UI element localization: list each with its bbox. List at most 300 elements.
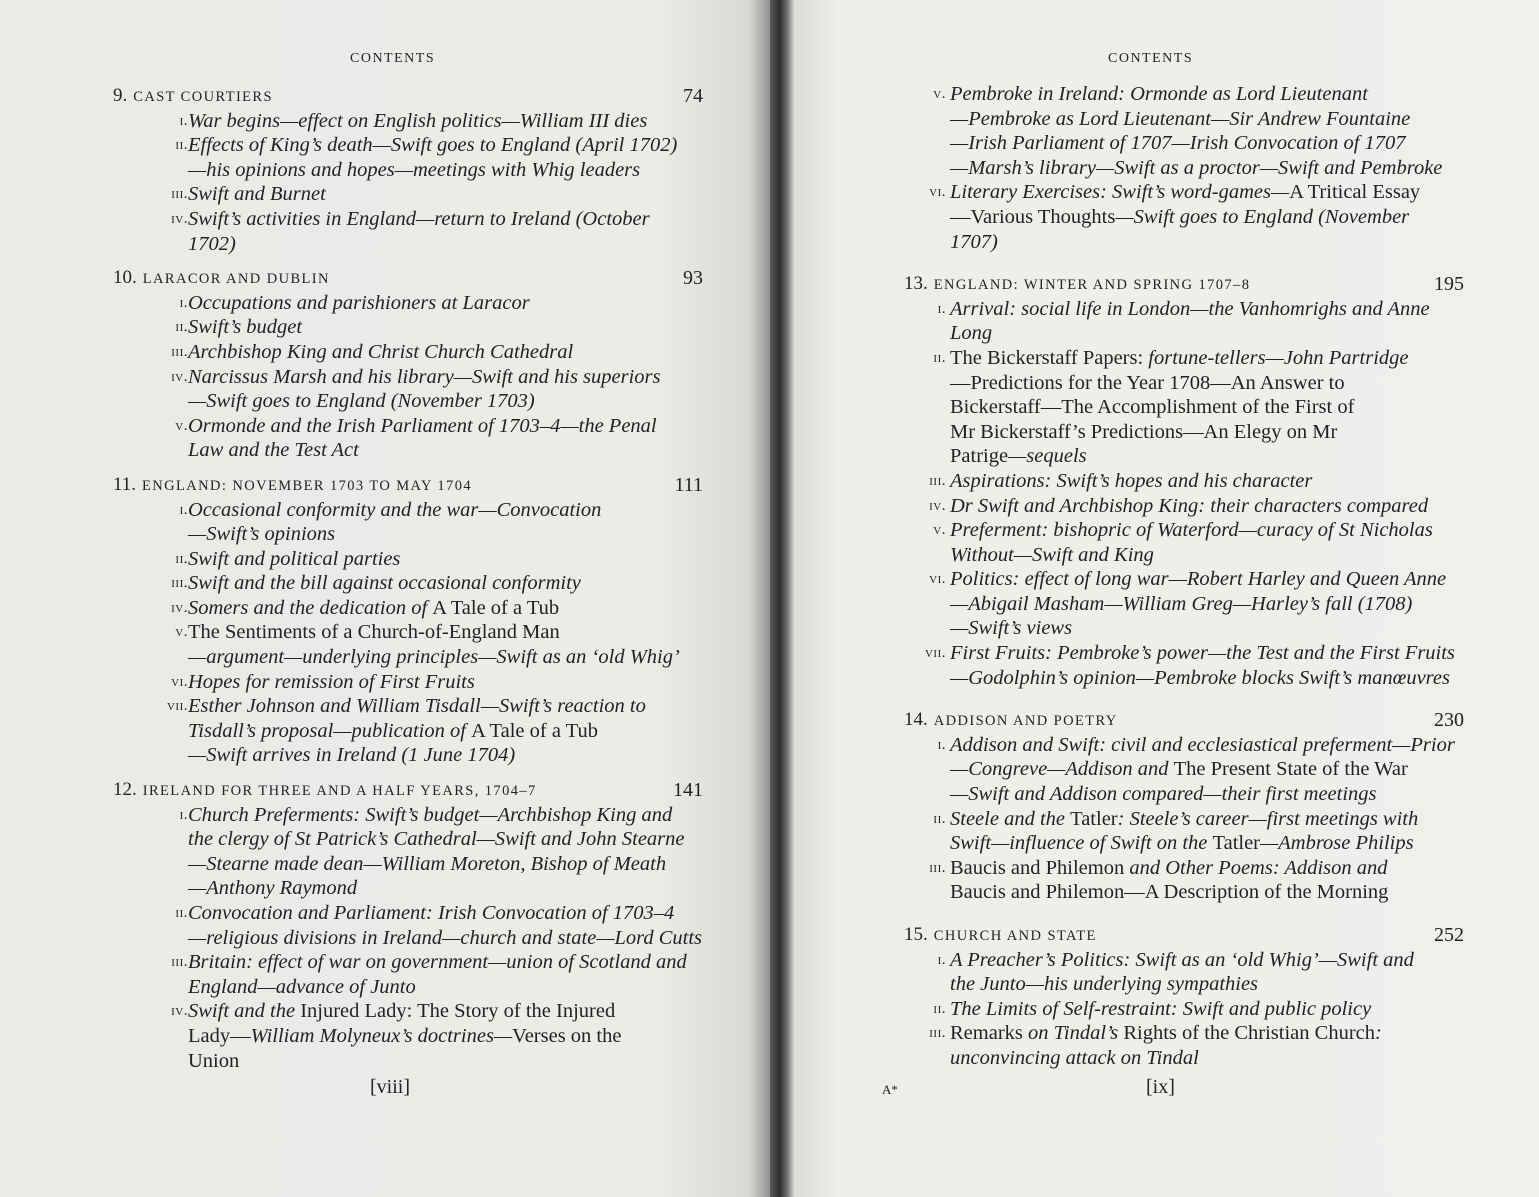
entry-line xyxy=(113,999,703,1024)
entry-line xyxy=(113,232,703,257)
text-italic: —Swift goes to England (November 1703) xyxy=(188,390,535,413)
section-entry xyxy=(904,1021,1464,1070)
text-italic: Swift and Burnet xyxy=(188,183,326,206)
text-italic: the clergy of St Patrick’s Cathedral—Swift and John Stearne xyxy=(188,828,685,851)
text-roman: Rights of the Christian Church xyxy=(1123,1022,1376,1045)
text-italic: Esther Johnson and William Tisdall—Swift’s reaction to xyxy=(188,695,646,718)
entry-text xyxy=(950,807,1464,832)
text-roman: Union xyxy=(188,1049,240,1072)
entry-line xyxy=(904,230,1464,255)
right-page xyxy=(794,0,1539,1197)
section-entry xyxy=(113,950,703,999)
text-italic: —sequels xyxy=(1008,445,1087,468)
text-italic: Arrival: social life in London—the Vanhomrighs and Anne xyxy=(950,297,1430,320)
entry-line xyxy=(113,1024,703,1049)
section-entry xyxy=(904,733,1464,807)
entry-text xyxy=(950,205,1464,230)
section-numeral: vii. xyxy=(924,645,946,662)
section-entry xyxy=(904,997,1464,1022)
section-entry xyxy=(113,901,703,950)
section-entry xyxy=(113,365,703,414)
entry-line xyxy=(904,469,1464,494)
entry-line xyxy=(904,205,1464,230)
section-entry xyxy=(904,469,1464,494)
text-roman: Mr Bickerstaff’s Predictions—An Elegy on Mr xyxy=(950,420,1338,443)
entry-text xyxy=(950,972,1464,997)
entry-line xyxy=(904,972,1464,997)
entry-line xyxy=(113,365,703,390)
entry-line xyxy=(904,782,1464,807)
entry-text xyxy=(950,107,1464,132)
text-italic: —Swift arrives in Ireland (1 June 1704) xyxy=(188,744,516,767)
chapter-number: 12. xyxy=(113,779,137,801)
entry-text xyxy=(950,494,1464,519)
text-italic: Hopes for remission of First Fruits xyxy=(188,670,475,693)
entry-line xyxy=(904,444,1464,469)
entry-text xyxy=(950,831,1464,856)
entry-text xyxy=(950,230,1464,255)
section-numeral: vi. xyxy=(929,571,946,588)
text-italic: the Junto—his underlying sympathies xyxy=(950,973,1259,996)
text-italic: Steele and the xyxy=(950,807,1071,830)
text-italic: Swift and political parties xyxy=(188,547,401,570)
entry-line xyxy=(113,158,703,183)
entry-text xyxy=(950,371,1464,396)
entry-text xyxy=(188,158,703,183)
text-italic: Dr Swift and Archbishop King: their characters compared xyxy=(950,494,1429,517)
entry-text xyxy=(188,109,703,134)
entry-line xyxy=(113,315,703,340)
section-numeral: v. xyxy=(933,86,946,102)
text-italic: —Swift’s views xyxy=(950,617,1073,640)
entry-text xyxy=(950,997,1464,1022)
entry-line xyxy=(904,948,1464,973)
entry-line xyxy=(113,876,703,901)
entry-line xyxy=(904,1046,1464,1071)
text-italic: —argument—underlying principles—Swift as an ‘old Whig’ xyxy=(188,646,680,669)
entry-line xyxy=(904,616,1464,641)
entry-text xyxy=(950,856,1464,881)
chapter-title: ADDISON AND POETRY xyxy=(933,713,1118,730)
entry-text xyxy=(950,641,1464,666)
entry-text xyxy=(188,827,703,852)
entry-line xyxy=(113,950,703,975)
entry-text xyxy=(950,666,1464,691)
section-entry xyxy=(113,670,703,695)
text-italic: —Anthony Raymond xyxy=(188,877,358,900)
section-numeral: iv. xyxy=(929,497,946,514)
entry-text xyxy=(188,571,703,596)
chapter-page-number: 141 xyxy=(673,779,703,802)
text-roman: Bickerstaff—The Accomplishment of the First of xyxy=(950,396,1355,419)
section-entry xyxy=(904,518,1464,567)
entry-line xyxy=(113,109,703,134)
section-numeral: i. xyxy=(937,300,946,317)
entry-line xyxy=(904,297,1464,322)
section-entry xyxy=(904,494,1464,519)
section-numeral: ii. xyxy=(933,810,946,827)
section-numeral: ii. xyxy=(175,137,188,154)
page-folio: [viii] xyxy=(370,1076,410,1098)
chapter-number: 14. xyxy=(904,709,928,731)
entry-line xyxy=(113,827,703,852)
text-italic: —Godolphin’s opinion—Pembroke blocks Swift’s manœuvres xyxy=(950,666,1450,689)
section-numeral: i. xyxy=(937,736,946,753)
section-numeral: iii. xyxy=(929,859,946,876)
section-numeral: ii. xyxy=(933,1000,946,1017)
section-entry xyxy=(113,315,703,340)
text-roman: The Bickerstaff Papers: xyxy=(950,346,1149,369)
entry-line xyxy=(904,641,1464,666)
text-italic: fortune-tellers—John Partridge xyxy=(1148,346,1409,369)
section-entry xyxy=(904,180,1464,254)
entry-text xyxy=(950,395,1464,420)
entry-line xyxy=(113,571,703,596)
entry-line xyxy=(113,438,703,463)
entry-text xyxy=(950,567,1464,592)
entry-line xyxy=(904,420,1464,445)
chapter-page-number: 195 xyxy=(1434,273,1464,296)
text-roman: A Tale of a Tub xyxy=(432,596,560,619)
entry-text xyxy=(950,782,1464,807)
section-entry xyxy=(904,641,1464,690)
entry-line xyxy=(113,547,703,572)
entry-text xyxy=(950,543,1464,568)
entry-line xyxy=(113,670,703,695)
section-numeral: vi. xyxy=(171,673,188,690)
text-roman: —Various Thoughts xyxy=(950,205,1116,228)
entry-line xyxy=(904,757,1464,782)
entry-line xyxy=(113,207,703,232)
text-roman: A Tritical Essay xyxy=(1289,181,1421,204)
text-roman: Tatler xyxy=(1212,832,1261,855)
chapter-page-number: 111 xyxy=(674,473,703,496)
entry-text xyxy=(950,180,1464,205)
chapter-heading xyxy=(113,778,703,803)
running-head: CONTENTS xyxy=(1108,51,1194,66)
entry-text xyxy=(950,518,1464,543)
entry-text xyxy=(188,950,703,975)
entry-line xyxy=(904,880,1464,905)
text-roman: Baucis and Philemon—A Description of the Morning xyxy=(950,881,1389,904)
entry-line xyxy=(113,522,703,547)
entry-text xyxy=(188,182,703,207)
section-numeral: v. xyxy=(175,624,188,641)
text-italic: Swift’s activities in England—return to Ireland (October xyxy=(188,207,650,230)
entry-line xyxy=(113,133,703,158)
chapter-title: CAST COURTIERS xyxy=(133,89,273,105)
text-italic: and Other Poems: Addison and xyxy=(1124,856,1388,879)
section-numeral: i. xyxy=(937,951,946,968)
chapter-page-number: 230 xyxy=(1434,709,1464,732)
text-italic: on Tindal’s xyxy=(1022,1022,1124,1045)
entry-text xyxy=(188,414,703,439)
text-italic: —Abigail Masham—William Greg—Harley’s fall (1708) xyxy=(950,592,1413,615)
entry-line xyxy=(113,291,703,316)
entry-text xyxy=(950,1021,1464,1046)
section-entry xyxy=(113,207,703,256)
section-entry xyxy=(904,948,1464,997)
section-entry xyxy=(113,620,703,669)
entry-text xyxy=(188,901,703,926)
chapter-heading xyxy=(113,266,703,291)
chapter-heading xyxy=(904,272,1464,297)
entry-text xyxy=(188,291,703,316)
text-roman: The Sentiments of a Church-of-England Man xyxy=(188,621,560,644)
entry-line xyxy=(904,131,1464,156)
section-entry xyxy=(113,999,703,1073)
entry-line xyxy=(113,975,703,1000)
entry-text xyxy=(188,803,703,828)
text-italic: Occasional conformity and the war—Convocation xyxy=(188,498,602,521)
text-roman: The Present State of the War xyxy=(1173,758,1408,781)
text-italic: 1707) xyxy=(950,230,998,253)
entry-text xyxy=(188,498,703,523)
entry-line xyxy=(113,719,703,744)
entry-line xyxy=(904,997,1464,1022)
section-numeral: iv. xyxy=(171,599,188,616)
chapter-title: IRELAND FOR THREE AND A HALF YEARS, 1704–7 xyxy=(142,783,537,800)
entry-line xyxy=(904,180,1464,205)
section-entry xyxy=(113,547,703,572)
entry-text xyxy=(188,596,703,621)
entry-line xyxy=(904,346,1464,371)
section-entry xyxy=(113,133,703,182)
entry-text xyxy=(188,999,703,1024)
entry-text xyxy=(188,340,703,365)
entry-line xyxy=(904,807,1464,832)
entry-line xyxy=(904,395,1464,420)
section-numeral: v. xyxy=(933,522,946,539)
chapter-page-number: 252 xyxy=(1434,924,1464,946)
section-numeral: ii. xyxy=(933,349,946,366)
text-italic: Ormonde and the Irish Parliament of 1703–4—the Penal xyxy=(188,414,657,437)
entry-line xyxy=(904,518,1464,543)
entry-text xyxy=(188,1049,703,1074)
entry-text xyxy=(188,620,703,645)
section-entry xyxy=(113,291,703,316)
text-italic: Britain: effect of war on government—union of Scotland and xyxy=(188,951,687,974)
section-entry xyxy=(113,596,703,621)
text-roman: Lady— xyxy=(188,1024,251,1047)
chapter-number: 15. xyxy=(904,924,928,945)
entry-line xyxy=(113,498,703,523)
chapter-title: ENGLAND: NOVEMBER 1703 TO MAY 1704 xyxy=(142,477,473,494)
text-roman: Remarks xyxy=(950,1022,1023,1045)
section-numeral: iii. xyxy=(171,575,188,592)
text-italic: —Congreve—Addison and xyxy=(950,758,1174,781)
entry-line xyxy=(904,592,1464,617)
text-italic: Swift—influence of Swift on the xyxy=(950,832,1213,855)
entry-line xyxy=(904,82,1464,107)
section-numeral: iv. xyxy=(171,1003,188,1020)
text-italic: Addison and Swift: civil and ecclesiastical preferment—Prior xyxy=(950,733,1455,756)
entry-text xyxy=(188,926,703,951)
section-entry xyxy=(904,297,1464,346)
chapter-title: LARACOR AND DUBLIN xyxy=(142,271,330,288)
section-entry xyxy=(904,567,1464,641)
entry-line xyxy=(113,926,703,951)
section-numeral: ii. xyxy=(175,319,188,336)
entry-line xyxy=(113,743,703,768)
text-italic: Occupations and parishioners at Laracor xyxy=(188,291,530,314)
text-italic: Swift and the bill against occasional conformity xyxy=(188,572,581,595)
entry-line xyxy=(904,831,1464,856)
entry-text xyxy=(188,1024,703,1049)
text-italic: Archbishop King and Christ Church Cathedral xyxy=(188,340,574,363)
section-entry xyxy=(904,82,1464,180)
entry-line xyxy=(904,494,1464,519)
text-italic: —Stearne made dean—William Moreton, Bishop of Meath xyxy=(188,852,667,875)
entry-line xyxy=(113,182,703,207)
chapter-title: ENGLAND: WINTER AND SPRING 1707–8 xyxy=(933,277,1251,294)
chapter-number: 11. xyxy=(113,473,137,495)
entry-line xyxy=(113,340,703,365)
text-italic: Swift and the xyxy=(188,1000,301,1023)
entry-text xyxy=(188,315,703,340)
entry-line xyxy=(904,107,1464,132)
entry-text xyxy=(188,547,703,572)
section-numeral: ii. xyxy=(175,905,188,921)
section-entry xyxy=(904,856,1464,905)
text-italic: War begins—effect on English politics—William III dies xyxy=(188,109,648,132)
section-entry xyxy=(113,498,703,547)
section-entry xyxy=(113,694,703,768)
text-italic: Literary Exercises: Swift’s word-games— xyxy=(950,181,1290,204)
entry-line xyxy=(113,852,703,877)
entry-text xyxy=(950,880,1464,905)
text-italic: Church Preferments: Swift’s budget—Archbishop King and xyxy=(188,803,673,826)
text-italic: Convocation and Parliament: Irish Convocation of 1703–4 xyxy=(188,902,675,924)
text-italic: England—advance of Junto xyxy=(188,975,416,998)
text-italic: —Swift’s opinions xyxy=(188,523,336,546)
entry-line xyxy=(113,1049,703,1074)
entry-text xyxy=(188,694,703,719)
entry-text xyxy=(188,389,703,414)
section-numeral: i. xyxy=(179,806,188,823)
entry-text xyxy=(950,82,1464,107)
chapter-heading xyxy=(113,84,703,109)
section-numeral: iii. xyxy=(929,1025,946,1042)
section-numeral: i. xyxy=(179,112,188,129)
entry-line xyxy=(113,803,703,828)
entry-text xyxy=(188,719,703,744)
section-entry xyxy=(904,807,1464,856)
entry-text xyxy=(188,365,703,390)
section-entry xyxy=(113,803,703,901)
entry-line xyxy=(904,567,1464,592)
entry-text xyxy=(950,1046,1464,1071)
entry-text xyxy=(950,420,1464,445)
chapter-page-number: 74 xyxy=(683,85,703,107)
text-italic: Tisdall’s proposal—publication of xyxy=(188,719,472,742)
text-italic: 1702) xyxy=(188,232,236,255)
section-entry xyxy=(113,414,703,463)
text-italic: Aspirations: Swift’s hopes and his character xyxy=(950,469,1313,492)
text-italic: : xyxy=(1375,1022,1382,1045)
entry-text xyxy=(950,757,1464,782)
entry-text xyxy=(188,645,703,670)
text-italic: Preferment: bishopric of Waterford—curacy of St Nicholas xyxy=(950,519,1433,542)
entry-text xyxy=(188,852,703,877)
entry-text xyxy=(188,207,703,232)
text-roman: Patrige xyxy=(950,445,1009,468)
chapter-number: 13. xyxy=(904,273,928,295)
entry-text xyxy=(188,743,703,768)
section-numeral: iii. xyxy=(929,472,946,489)
signature-mark: A* xyxy=(882,1082,898,1097)
entry-line xyxy=(904,543,1464,568)
text-italic: —religious divisions in Ireland—church and state—Lord Cutts xyxy=(188,926,703,949)
entry-line xyxy=(113,389,703,414)
section-numeral: vi. xyxy=(929,184,946,201)
section-numeral: i. xyxy=(179,294,188,311)
text-italic: Law and the Test Act xyxy=(188,439,359,462)
text-roman: Injured Lady: The Story of the Injured xyxy=(300,1000,616,1023)
section-numeral: iii. xyxy=(171,343,188,360)
chapter-number: 10. xyxy=(113,267,137,289)
text-italic: Pembroke in Ireland: Ormonde as Lord Lieutenant xyxy=(950,83,1368,105)
text-italic: : Steele’s career—first meetings with xyxy=(1117,807,1419,830)
entry-line xyxy=(904,666,1464,691)
text-roman: A Tale of a Tub xyxy=(471,719,598,742)
entry-text xyxy=(950,297,1464,322)
section-numeral: iv. xyxy=(171,210,188,227)
entry-line xyxy=(904,733,1464,758)
entry-text xyxy=(188,438,703,463)
section-entry xyxy=(113,182,703,207)
entry-line xyxy=(113,645,703,670)
page-folio: [ix] xyxy=(1146,1076,1175,1098)
entry-text xyxy=(950,321,1464,346)
text-italic: —Marsh’s library—Swift as a proctor—Swift and Pembroke xyxy=(950,156,1443,179)
entry-text xyxy=(188,522,703,547)
text-italic: —Swift goes to England (November xyxy=(1115,205,1410,228)
section-entry xyxy=(113,340,703,365)
text-italic: —his opinions and hopes—meetings with Whig leaders xyxy=(188,158,641,181)
entry-line xyxy=(113,901,703,926)
section-entry xyxy=(904,346,1464,469)
text-italic: Swift’s budget xyxy=(188,316,303,339)
text-roman: Verses on the xyxy=(512,1024,622,1047)
entry-line xyxy=(113,694,703,719)
section-entry xyxy=(113,109,703,134)
chapter-number: 9. xyxy=(113,85,128,106)
entry-line xyxy=(904,1021,1464,1046)
entry-text xyxy=(950,733,1464,758)
section-numeral: ii. xyxy=(175,550,188,567)
text-italic: Narcissus Marsh and his library—Swift and his superiors xyxy=(188,365,661,388)
text-italic: Politics: effect of long war—Robert Harley and Queen Anne xyxy=(950,568,1447,591)
text-italic: First Fruits: Pembroke’s power—the Test and the First Fruits xyxy=(950,642,1455,665)
text-italic: The Limits of Self-restraint: Swift and public policy xyxy=(950,997,1372,1020)
text-italic: Effects of King’s death—Swift goes to England (April 1702) xyxy=(188,134,678,157)
entry-text xyxy=(950,444,1464,469)
section-numeral: iii. xyxy=(171,186,188,203)
text-italic: William Molyneux’s doctrines— xyxy=(250,1024,513,1047)
text-italic: Without—Swift and King xyxy=(950,543,1154,566)
text-italic: unconvincing attack on Tindal xyxy=(950,1046,1199,1069)
contents-list xyxy=(113,84,703,1073)
running-head: CONTENTS xyxy=(350,51,436,66)
section-numeral: i. xyxy=(179,501,188,518)
entry-line xyxy=(904,156,1464,181)
entry-line xyxy=(904,371,1464,396)
entry-text xyxy=(188,975,703,1000)
chapter-heading xyxy=(904,708,1464,733)
contents-list xyxy=(904,82,1464,1071)
text-italic: —Ambrose Philips xyxy=(1260,832,1414,855)
